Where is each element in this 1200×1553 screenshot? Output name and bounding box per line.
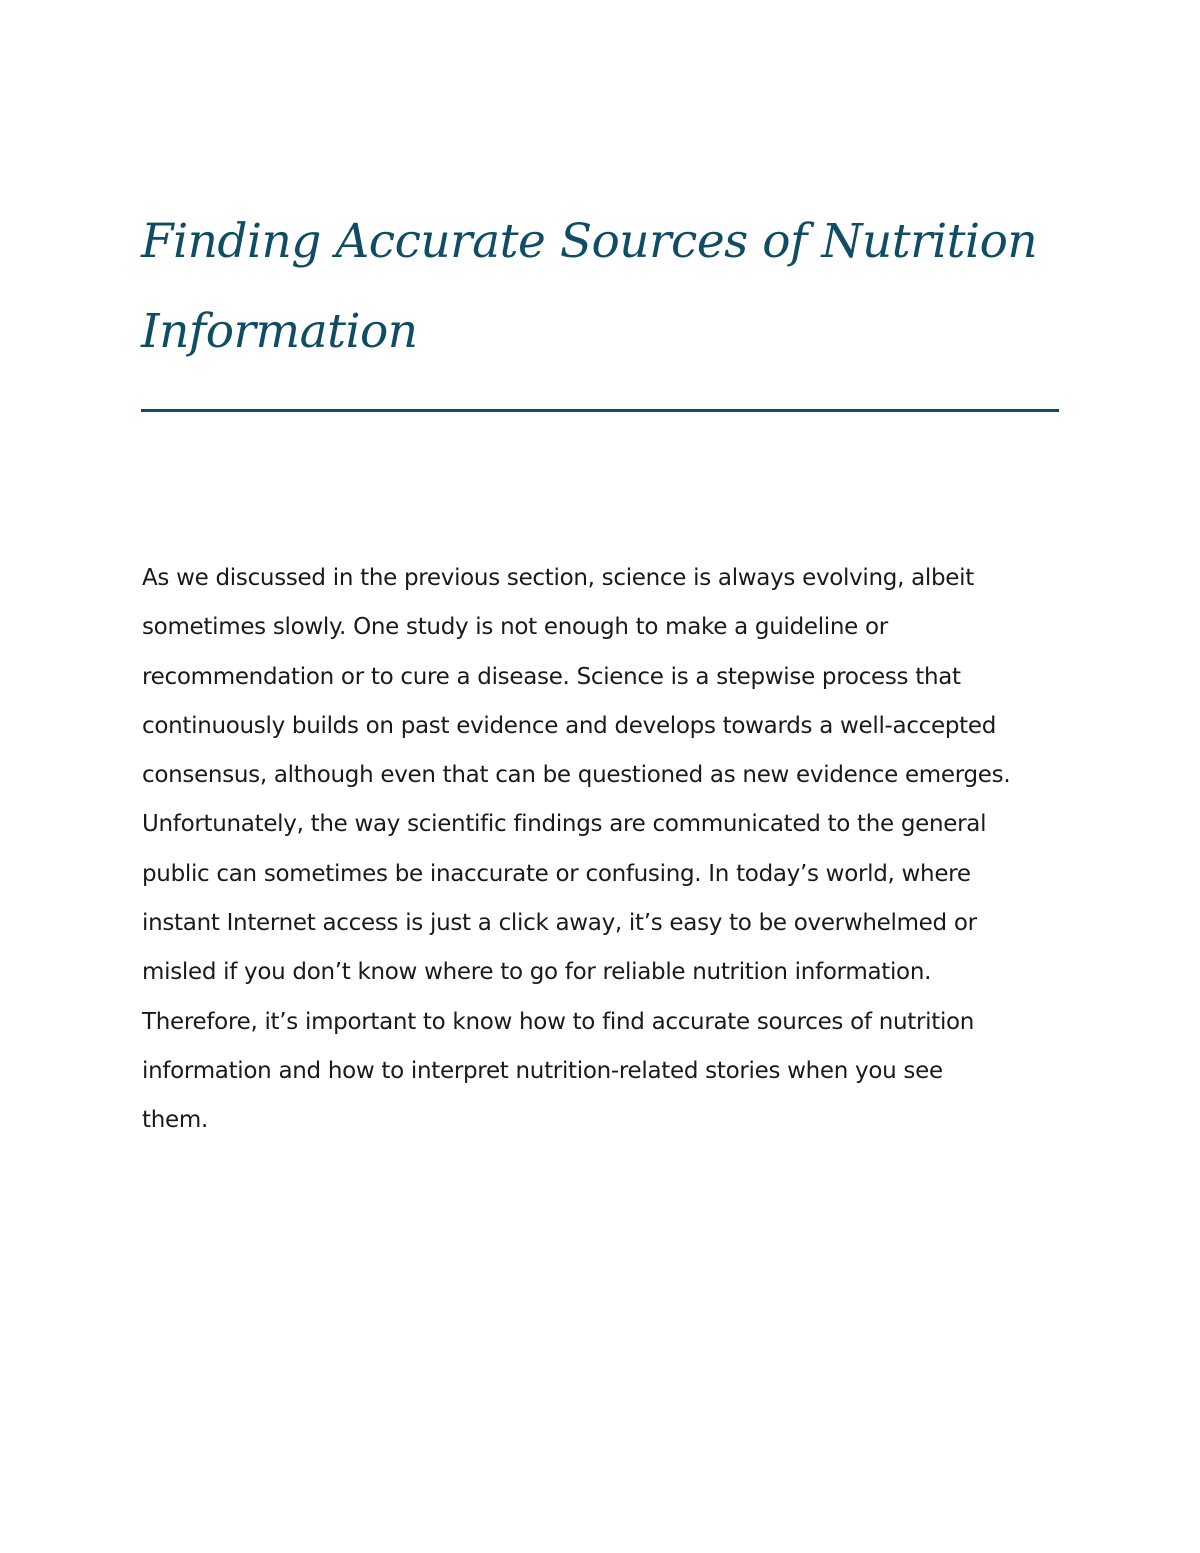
page-title (141, 197, 1071, 377)
paragraph-line: recommendation or to cure a disease. Science is a stepwise process that (142, 663, 961, 690)
paragraph-line: public can sometimes be inaccurate or confusing. In today’s world, where (142, 860, 971, 887)
paragraph-line: Therefore, it’s important to know how to find accurate sources of nutrition (142, 1008, 975, 1035)
paragraph-line: As we discussed in the previous section, science is always evolving, albeit (142, 565, 974, 591)
paragraph-line: instant Internet access is just a click away, it’s easy to be overwhelmed or (142, 910, 977, 937)
title-divider (141, 409, 1059, 412)
paragraph-line: consensus, although even that can be questioned as new evidence emerges. (142, 762, 1011, 789)
title-line: Finding Accurate Sources of Nutrition (141, 214, 1038, 269)
title-line: Information (141, 304, 418, 359)
body-paragraph (142, 554, 1057, 1146)
paragraph-line: misled if you don’t know where to go for reliable nutrition information. (142, 959, 932, 986)
paragraph-line: information and how to interpret nutrition-related stories when you see (142, 1057, 943, 1084)
paragraph-line: them. (142, 1107, 208, 1134)
paragraph-line: sometimes slowly. One study is not enough to make a guideline or (142, 614, 888, 641)
paragraph-line: continuously builds on past evidence and develops towards a well-accepted (142, 712, 997, 739)
paragraph-line: Unfortunately, the way scientific findings are communicated to the general (142, 811, 987, 838)
